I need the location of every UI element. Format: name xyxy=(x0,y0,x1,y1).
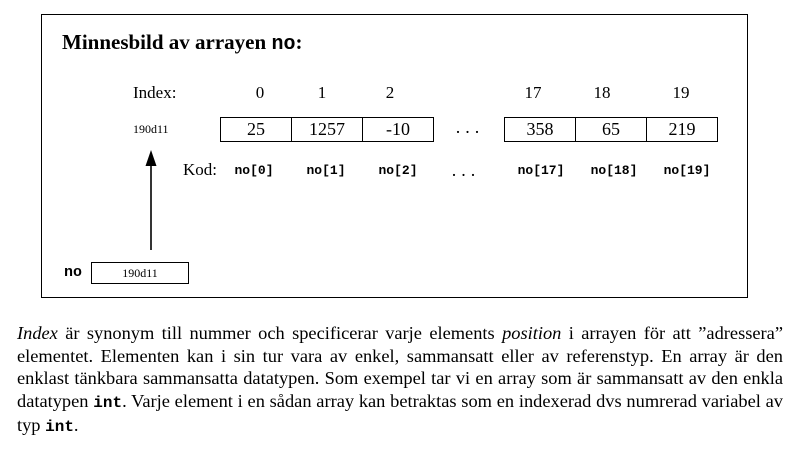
code-no-2: no[2] xyxy=(378,163,418,178)
index-term: Index xyxy=(17,323,58,343)
variable-name: no xyxy=(64,264,83,281)
array-address: 190d11 xyxy=(133,122,169,136)
explanation-paragraph xyxy=(17,322,783,439)
title-colon: : xyxy=(295,30,303,54)
index-1: 1 xyxy=(317,83,327,102)
position-term: position xyxy=(502,323,562,343)
array-cell-2: -10 xyxy=(362,117,434,142)
code-label: Kod: xyxy=(183,160,217,179)
reference-arrow xyxy=(142,150,160,252)
array-cell-19: 219 xyxy=(646,117,718,142)
index-2: 2 xyxy=(385,83,395,102)
array-cell-1: 1257 xyxy=(291,117,363,142)
array-cell-18: 65 xyxy=(575,117,647,142)
paragraph-text-2: i arrayen för att ”adressera” elementet. Elementen kan i sin tur vara av enkel, sammansatt eller av referenstyp. En array är den enklast tänkbara sammansatta datatypen. Som exempel tar vi en array som är sammansatt av den enkla datatypen xyxy=(17,323,783,411)
code-no-1: no[1] xyxy=(306,163,346,178)
array-cell-0: 25 xyxy=(220,117,292,142)
title-variable: no xyxy=(271,33,296,56)
code-no-19: no[19] xyxy=(663,163,711,178)
array-cell-17: 358 xyxy=(504,117,576,142)
int-keyword-2: int xyxy=(45,418,74,437)
code-no-18: no[18] xyxy=(590,163,638,178)
index-0: 0 xyxy=(255,83,265,102)
code-ellipsis: ... xyxy=(451,160,481,180)
paragraph-text-4: . xyxy=(73,415,79,436)
array-ellipsis: ... xyxy=(455,117,485,137)
int-keyword: int xyxy=(93,393,123,412)
index-17: 17 xyxy=(524,83,542,102)
code-no-0: no[0] xyxy=(234,163,274,178)
variable-box: 190d11 xyxy=(91,262,189,284)
title-text: Minnesbild av arrayen xyxy=(62,30,272,54)
paragraph-text-3: . Varje element i en sådan array kan betraktas som en indexerad dvs numrerad variabel av typ xyxy=(17,390,784,436)
index-label: Index: xyxy=(133,83,177,102)
index-19: 19 xyxy=(672,83,690,102)
paragraph-text-1: är synonym till nummer och specificerar varje elements xyxy=(57,323,503,343)
code-no-17: no[17] xyxy=(517,163,565,178)
index-18: 18 xyxy=(593,83,611,102)
diagram-title xyxy=(62,30,302,56)
